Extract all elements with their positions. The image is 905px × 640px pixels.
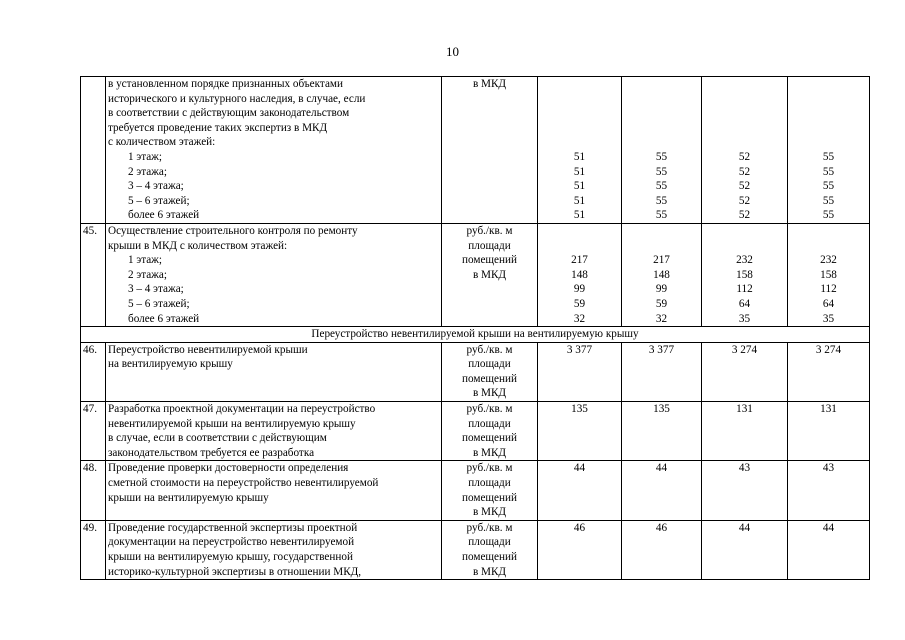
value-cell: 131: [702, 402, 788, 461]
unit-text: площади: [468, 477, 511, 490]
value: 64: [822, 297, 835, 310]
description-line: Проведение проверки достоверности определения: [108, 462, 349, 475]
unit-text: помещений: [462, 491, 517, 504]
value: 55: [822, 194, 835, 207]
description-cell: [106, 520, 442, 579]
row-number-cell: [81, 223, 106, 326]
row-number: 48.: [83, 462, 97, 475]
value-cell: 46: [538, 520, 622, 579]
table-row-45: [81, 223, 870, 326]
unit-cell: [442, 342, 538, 401]
value: 158: [820, 268, 837, 281]
value-cell: 3 274: [702, 342, 788, 401]
description-cell: [106, 223, 442, 326]
unit-text: руб./кв. м: [466, 521, 513, 534]
value: 148: [571, 268, 588, 281]
value: 52: [738, 209, 751, 222]
section-title: Переустройство невентилируемой крыши на вентилируемую крышу: [81, 327, 870, 343]
value: 112: [736, 283, 753, 296]
description-line: историко-культурной экспертизы в отношении МКД,: [108, 565, 362, 578]
unit-text: помещений: [462, 372, 517, 385]
unit-text: руб./кв. м: [466, 343, 513, 356]
unit-text: руб./кв. м: [466, 403, 513, 416]
description-line: в случае, если в соответствии с действующим: [108, 432, 327, 445]
floor-label: 1 этаж;: [128, 254, 163, 267]
unit-text: в МКД: [472, 506, 507, 519]
value-cell: 135: [538, 402, 622, 461]
value-cell: [538, 223, 622, 326]
value-cell: [622, 223, 702, 326]
unit-cell: [442, 461, 538, 520]
floor-label: 5 – 6 этажей;: [128, 194, 190, 207]
value: 51: [573, 150, 586, 163]
description-line: Проведение государственной экспертизы проектной: [108, 521, 358, 534]
unit-cell: [442, 223, 538, 326]
table-row-46: [81, 342, 870, 401]
value: 55: [655, 150, 668, 163]
floor-label: 5 – 6 этажей;: [128, 297, 190, 310]
description-line: с количеством этажей:: [108, 136, 216, 149]
value-cell: [622, 77, 702, 224]
description-line: Осуществление строительного контроля по ремонту: [108, 224, 358, 237]
row-number: 45.: [83, 224, 97, 237]
section-row: [81, 327, 870, 343]
value: 52: [738, 150, 751, 163]
value: 51: [573, 165, 586, 178]
value: 51: [573, 180, 586, 193]
value-cell: 131: [788, 402, 870, 461]
unit-text: площади: [468, 536, 511, 549]
floor-label: 2 этажа;: [128, 268, 167, 281]
value-cell: 44: [538, 461, 622, 520]
value-cell: 3 274: [788, 342, 870, 401]
row-number-cell: [81, 461, 106, 520]
description-line: сметной стоимости на переустройство невентилируемой: [108, 477, 379, 490]
row-number-cell: [81, 520, 106, 579]
value: 51: [573, 209, 586, 222]
value-cell: 43: [702, 461, 788, 520]
value: 32: [655, 312, 668, 325]
description-line: невентилируемой крыши на вентилируемую крышу: [108, 417, 356, 430]
row-number: 49.: [83, 521, 97, 534]
description-line: крыши на вентилируемую крышу, государственной: [108, 551, 353, 563]
value: 232: [820, 254, 837, 267]
value: 99: [573, 283, 586, 296]
description-cell: [106, 342, 442, 401]
value-cell: [788, 77, 870, 224]
value: 64: [738, 297, 751, 310]
row-number: 47.: [83, 403, 97, 416]
value: 148: [653, 268, 670, 281]
description-cell: [106, 402, 442, 461]
table-row-continued: [81, 77, 870, 224]
value: 52: [738, 194, 751, 207]
value-cell: [788, 223, 870, 326]
description-line: в установленном порядке признанных объектами: [108, 78, 343, 90]
unit-text: помещений: [462, 432, 517, 445]
description-line: Разработка проектной документации на переустройство: [108, 403, 376, 416]
unit-text: в МКД: [472, 565, 507, 578]
floor-label: более 6 этажей: [128, 209, 200, 222]
value: 158: [736, 268, 753, 281]
value: 35: [822, 312, 835, 325]
value-cell: 46: [622, 520, 702, 579]
value-cell: 44: [702, 520, 788, 579]
value: 217: [653, 254, 670, 267]
floor-label: более 6 этажей: [128, 312, 200, 325]
unit-text: площади: [468, 417, 511, 430]
description-line: крыши на вентилируемую крышу: [108, 491, 269, 504]
row-number-cell: [81, 342, 106, 401]
value-cell: [702, 223, 788, 326]
value-cell: 44: [622, 461, 702, 520]
value: 112: [820, 283, 837, 296]
unit-cell: [442, 520, 538, 579]
table-row-48: [81, 461, 870, 520]
value: 52: [738, 180, 751, 193]
unit-text: в МКД: [472, 268, 507, 281]
value-cell: 3 377: [622, 342, 702, 401]
description-line: законодательством требуется ее разработка: [108, 446, 315, 459]
unit-text: руб./кв. м: [466, 224, 513, 237]
value: 55: [822, 180, 835, 193]
value: 55: [655, 209, 668, 222]
unit-text: в МКД: [472, 446, 507, 459]
value: 35: [738, 312, 751, 325]
unit-cell: [442, 402, 538, 461]
value: 52: [738, 165, 751, 178]
description-line: документации на переустройство невентилируемой: [108, 536, 355, 549]
unit-text: в МКД: [472, 387, 507, 400]
value: 55: [822, 165, 835, 178]
value: 217: [571, 254, 588, 267]
floor-label: 3 – 4 этажа;: [128, 180, 184, 193]
value: 99: [655, 283, 668, 296]
value: 55: [822, 150, 835, 163]
description-line: Переустройство невентилируемой крыши: [108, 343, 308, 356]
value: 55: [655, 180, 668, 193]
value: 55: [655, 165, 668, 178]
value-cell: 3 377: [538, 342, 622, 401]
floor-label: 3 – 4 этажа;: [128, 283, 184, 296]
value: 51: [573, 194, 586, 207]
unit-text: помещений: [462, 551, 517, 563]
tariff-table: [80, 76, 870, 580]
floor-label: 2 этажа;: [128, 165, 167, 178]
value-cell: [538, 77, 622, 224]
value-cell: 135: [622, 402, 702, 461]
value-cell: 44: [788, 520, 870, 579]
value: 59: [573, 297, 586, 310]
unit-cell: [442, 77, 538, 224]
description-line: крыши в МКД с количеством этажей:: [108, 239, 288, 252]
description-line: на вентилируемую крышу: [108, 358, 233, 371]
table-row-47: [81, 402, 870, 461]
description-cell: [106, 77, 442, 224]
description-line: в соответствии с действующим законодательством: [108, 107, 350, 120]
unit-text: площади: [468, 358, 511, 371]
description-cell: [106, 461, 442, 520]
unit-text: площади: [468, 239, 511, 252]
value: 32: [573, 312, 586, 325]
description-line: исторического и культурного наследия, в случае, если: [108, 92, 366, 105]
floor-label: 1 этаж;: [128, 150, 163, 163]
row-number: 46.: [83, 343, 97, 356]
value: 59: [655, 297, 668, 310]
description-line: требуется проведение таких экспертиз в МКД: [108, 121, 328, 134]
unit-text: в МКД: [472, 78, 507, 90]
unit-text: руб./кв. м: [466, 462, 513, 475]
unit-text: помещений: [462, 254, 517, 267]
value: 55: [822, 209, 835, 222]
value: 55: [655, 194, 668, 207]
page-number: 10: [446, 44, 459, 59]
value: 232: [736, 254, 753, 267]
value-cell: [702, 77, 788, 224]
value-cell: 43: [788, 461, 870, 520]
row-number-cell: [81, 77, 106, 224]
row-number-cell: [81, 402, 106, 461]
table-row-49: [81, 520, 870, 579]
